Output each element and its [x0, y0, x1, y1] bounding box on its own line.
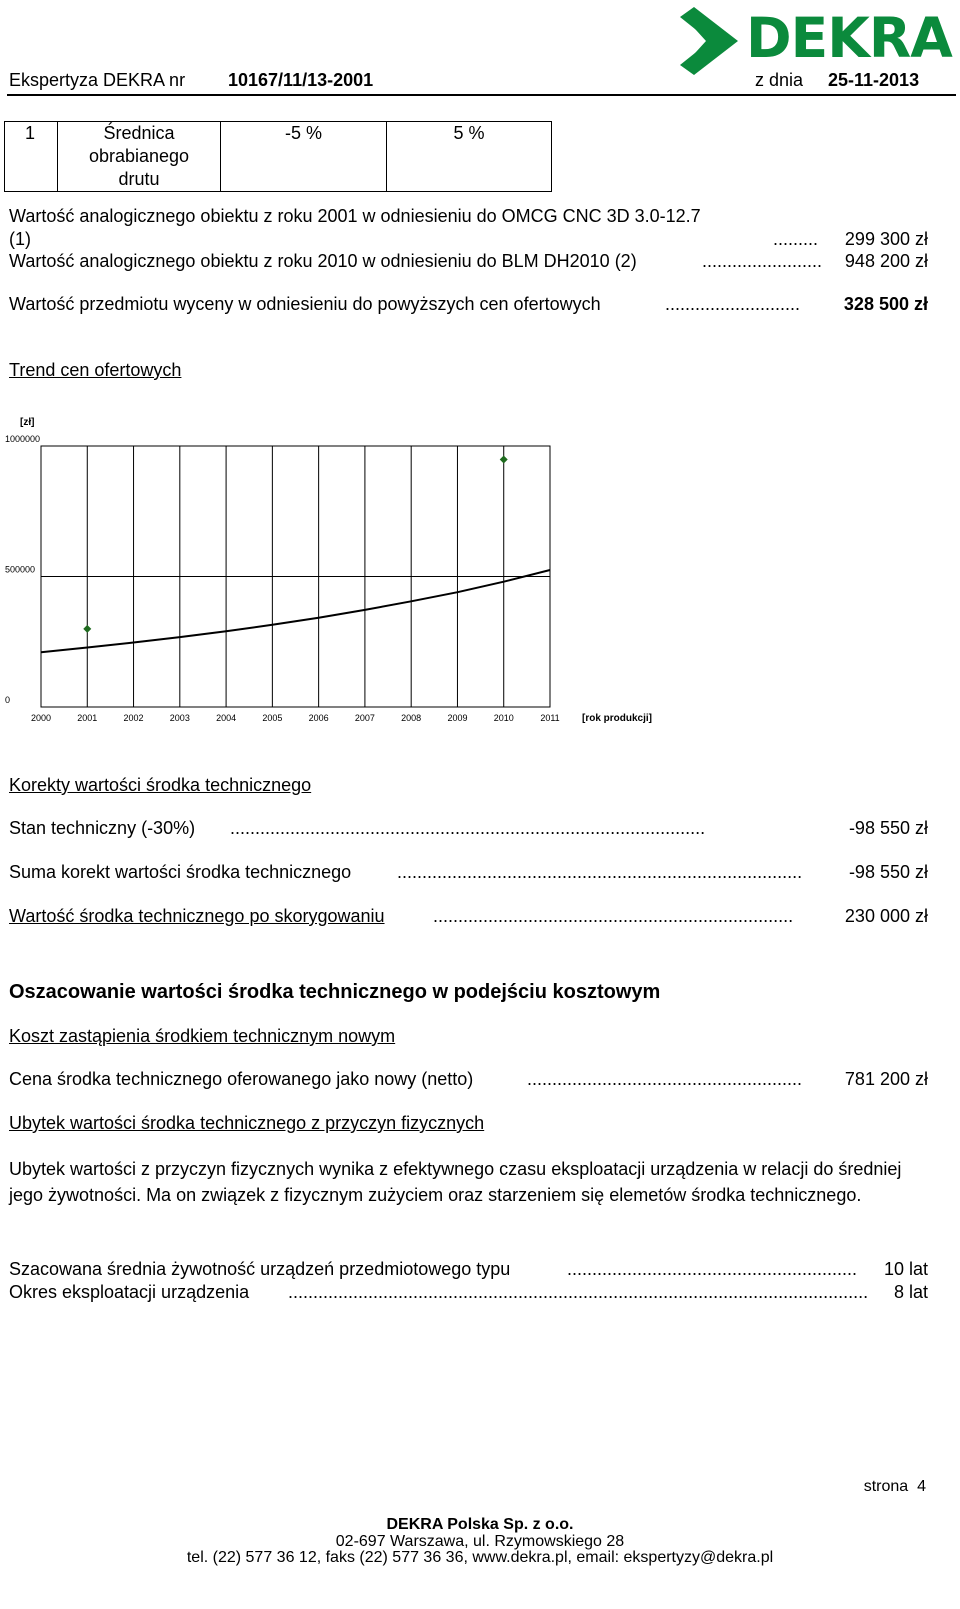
- usage-period-label: Okres eksploatacji urządzenia: [9, 1282, 250, 1302]
- analog-2010-value: 948 200 zł: [844, 251, 928, 271]
- x-tick-label: 2009: [447, 713, 468, 723]
- leader-dots: ...............................................................................................: [230, 818, 706, 838]
- x-tick-label: 2008: [401, 713, 422, 723]
- document-number: 10167/11/13-2001: [228, 70, 374, 90]
- x-tick-label: 2000: [30, 713, 52, 723]
- leader-dots: ....................................................................................................................: [288, 1282, 869, 1302]
- usage-period-value: 8 lat: [893, 1282, 928, 1302]
- footer-company: DEKRA Polska Sp. z o.o.: [386, 1516, 574, 1533]
- corrections-title: Korekty wartości środka technicznego: [9, 775, 312, 795]
- x-tick-label: 2003: [169, 713, 190, 723]
- table-cell-high: [387, 122, 552, 192]
- technical-state-value: -98 550 zł: [848, 818, 928, 838]
- x-tick-label: 2011: [540, 713, 560, 723]
- subject-value: 328 500 zł: [843, 294, 928, 314]
- x-tick-label: 2002: [123, 713, 144, 723]
- analog-2001-label-cont: (1): [9, 229, 31, 249]
- leader-dots: .......................................................: [527, 1069, 803, 1089]
- physical-loss-text: Ubytek wartości z przyczyn fizycznych wynika z efektywnego czasu eksploatacji urządzenia w relacji do średniej jego żywotności. Ma on związek z fizycznym zużyciem oraz starzeniem się elemetów środka technicznego.: [9, 1159, 902, 1205]
- y-tick-label: 0: [5, 695, 11, 705]
- x-tick-label: 2007: [354, 713, 375, 723]
- analog-2001-label: Wartość analogicznego obiektu z roku 2001 w odniesieniu do OMCG CNC 3D 3.0-12.7: [9, 206, 701, 226]
- date-label: z dnia: [755, 70, 804, 90]
- price-trend-chart: [0, 410, 680, 730]
- trend-title: Trend cen ofertowych: [9, 360, 182, 380]
- analog-2010-label: Wartość analogicznego obiektu z roku 2010 w odniesieniu do BLM DH2010 (2): [9, 251, 637, 271]
- lifetime-value: 10 lat: [883, 1259, 928, 1279]
- new-price-value: 781 200 zł: [844, 1069, 928, 1089]
- corrected-value-label: Wartość środka technicznego po skorygowaniu: [9, 906, 385, 926]
- cost-approach-heading: Oszacowanie wartości środka technicznego w podejściu kosztowym: [9, 981, 661, 1003]
- x-tick-label: 2010: [493, 713, 514, 723]
- dekra-logo: [680, 5, 952, 77]
- x-tick-label: 2005: [262, 713, 283, 723]
- y-axis-label: [zł]: [20, 417, 35, 428]
- corrections-sum-value: -98 550 zł: [848, 862, 928, 882]
- document-label: Ekspertyza DEKRA nr: [9, 70, 186, 90]
- table-row: [5, 122, 552, 192]
- y-tick-label: 1000000: [5, 434, 41, 444]
- corrections-sum-label: Suma korekt wartości środka technicznego: [9, 862, 352, 882]
- physical-loss-title: Ubytek wartości środka technicznego z przyczyn fizycznych: [9, 1113, 485, 1133]
- subject-value-label: Wartość przedmiotu wyceny w odniesieniu do powyższych cen ofertowych: [9, 294, 601, 314]
- header-rule: [7, 94, 956, 96]
- page-label: strona: [863, 1478, 909, 1495]
- leader-dots: ........................................................................: [433, 906, 794, 926]
- tolerance-low: -5 %: [284, 123, 322, 143]
- lifetime-label: Szacowana średnia żywotność urządzeń przedmiotowego typu: [9, 1259, 511, 1279]
- leader-dots: ...........................: [665, 294, 801, 314]
- table-cell-name: [58, 122, 221, 192]
- dekra-logo-text: DEKRA: [746, 6, 952, 70]
- name-line: drutu: [118, 169, 160, 189]
- footer-address: 02-697 Warszawa, ul. Rzymowskiego 28: [335, 1533, 625, 1550]
- row-number: 1: [25, 123, 36, 143]
- date-value: 25-11-2013: [828, 70, 920, 90]
- y-tick-label: 500000: [5, 564, 36, 575]
- technical-state-label: Stan techniczny (-30%): [9, 818, 196, 838]
- tolerance-table: [4, 121, 552, 192]
- footer-contact: tel. (22) 577 36 12, faks (22) 577 36 36, www.dekra.pl, email: ekspertyzy@dekra.pl: [186, 1549, 774, 1566]
- x-tick-label: 2004: [216, 713, 237, 723]
- page-value: 4: [917, 1478, 926, 1495]
- page-number: [864, 1478, 926, 1496]
- name-line: obrabianego: [88, 146, 190, 166]
- x-tick-label: 2006: [308, 713, 329, 723]
- leader-dots: .................................................................................: [397, 862, 803, 882]
- x-tick-label: 2001: [77, 713, 98, 723]
- leader-dots: .........: [773, 229, 819, 249]
- tolerance-high: 5 %: [453, 123, 485, 143]
- leader-dots: ........................: [702, 251, 823, 271]
- table-cell-no: [5, 122, 58, 192]
- leader-dots: ..........................................................: [567, 1259, 858, 1279]
- analog-2001-value: 299 300 zł: [844, 229, 928, 249]
- new-price-label: Cena środka technicznego oferowanego jako nowy (netto): [9, 1069, 474, 1089]
- table-cell-low: [221, 122, 387, 192]
- x-axis-label: [rok produkcji]: [582, 713, 653, 724]
- name-line: Średnica: [103, 123, 175, 143]
- replacement-cost-title: Koszt zastąpienia środkiem technicznym nowym: [9, 1026, 396, 1046]
- corrected-value: 230 000 zł: [844, 906, 928, 926]
